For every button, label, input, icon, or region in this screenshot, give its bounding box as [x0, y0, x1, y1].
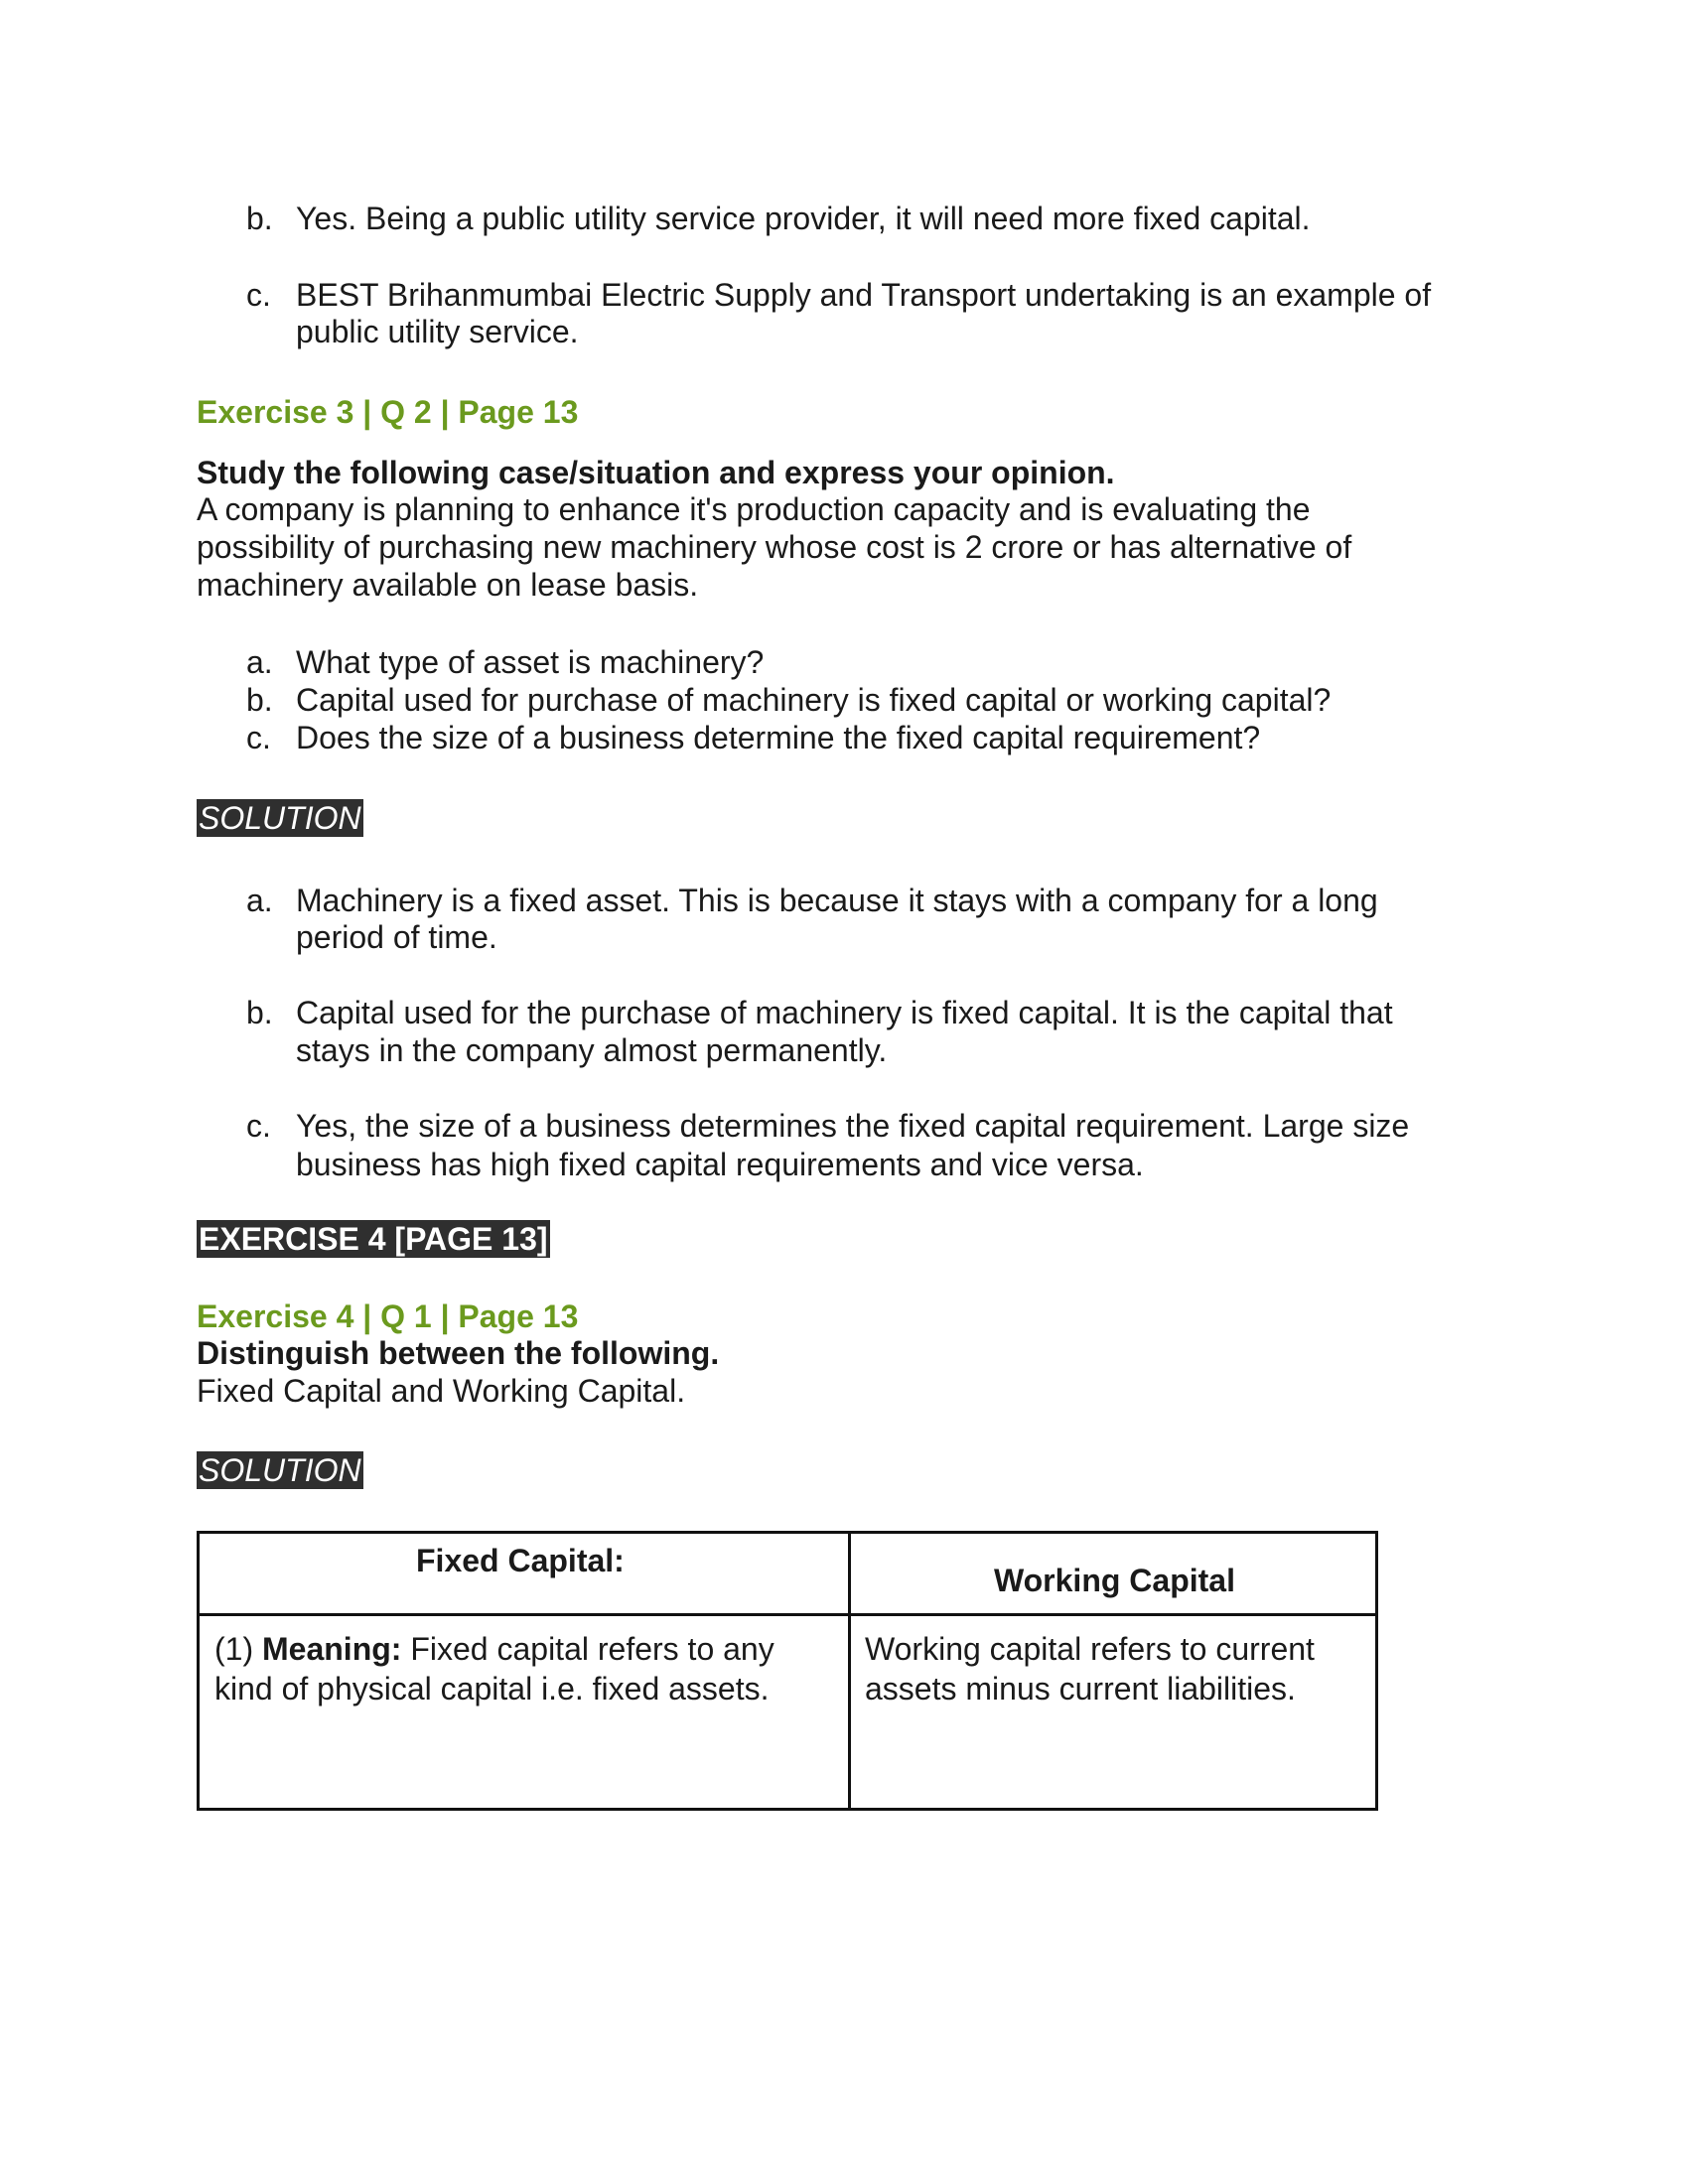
- answer-text: Machinery is a fixed asset. This is because it stays with a company for a long: [296, 883, 1378, 918]
- question-marker: a.: [246, 644, 273, 680]
- exercise-heading: Exercise 3 | Q 2 | Page 13: [197, 394, 579, 430]
- list-item-text: BEST Brihanmumbai Electric Supply and Transport undertaking is an example of: [296, 277, 1432, 313]
- exercise-banner: EXERCISE 4 [PAGE 13]: [199, 1221, 548, 1257]
- answer-text: period of time.: [296, 919, 497, 955]
- table-header-divider: [200, 1613, 1375, 1616]
- question-item: Does the size of a business determine the fixed capital requirement?: [296, 720, 1261, 755]
- question-body-line: machinery available on lease basis.: [197, 567, 699, 603]
- list-marker: c.: [246, 277, 271, 313]
- comparison-table: [197, 1531, 1378, 1811]
- table-cell-working-meaning: Working capital refers to current: [865, 1631, 1315, 1667]
- row-number: (1): [214, 1631, 262, 1667]
- list-marker: b.: [246, 201, 273, 236]
- answer-marker: b.: [246, 995, 273, 1030]
- solution-label: SOLUTION: [199, 1452, 361, 1488]
- question-item: What type of asset is machinery?: [296, 644, 765, 680]
- question-marker: c.: [246, 720, 271, 755]
- question-instruction: Distinguish between the following.: [197, 1335, 720, 1371]
- list-item-text: public utility service.: [296, 314, 579, 349]
- table-header-fixed-capital: Fixed Capital:: [416, 1543, 625, 1578]
- question-body-line: possibility of purchasing new machinery whose cost is 2 crore or has alternative of: [197, 529, 1352, 565]
- question-instruction: Study the following case/situation and express your opinion.: [197, 455, 1115, 490]
- exercise-heading: Exercise 4 | Q 1 | Page 13: [197, 1298, 579, 1334]
- list-item-text: Yes. Being a public utility service provider, it will need more fixed capital.: [296, 201, 1311, 236]
- solution-label: SOLUTION: [199, 800, 361, 836]
- question-marker: b.: [246, 682, 273, 718]
- table-cell-working-meaning-line2: assets minus current liabilities.: [865, 1671, 1296, 1706]
- table-column-divider: [848, 1534, 851, 1808]
- row-definition: Fixed capital refers to any: [401, 1631, 774, 1667]
- question-subject: Fixed Capital and Working Capital.: [197, 1373, 686, 1409]
- row-term: Meaning:: [262, 1631, 402, 1667]
- answer-text: business has high fixed capital requirements and vice versa.: [296, 1147, 1144, 1182]
- answer-marker: a.: [246, 883, 273, 918]
- answer-text: Capital used for the purchase of machinery is fixed capital. It is the capital that: [296, 995, 1393, 1030]
- question-body-line: A company is planning to enhance it's production capacity and is evaluating the: [197, 491, 1311, 527]
- answer-marker: c.: [246, 1108, 271, 1144]
- question-item: Capital used for purchase of machinery is fixed capital or working capital?: [296, 682, 1332, 718]
- answer-text: Yes, the size of a business determines the fixed capital requirement. Large size: [296, 1108, 1410, 1144]
- table-cell-fixed-meaning-line2: kind of physical capital i.e. fixed assets.: [214, 1671, 770, 1706]
- table-header-working-capital: Working Capital: [994, 1563, 1235, 1598]
- answer-text: stays in the company almost permanently.: [296, 1032, 888, 1068]
- table-cell-fixed-meaning: [214, 1629, 774, 1669]
